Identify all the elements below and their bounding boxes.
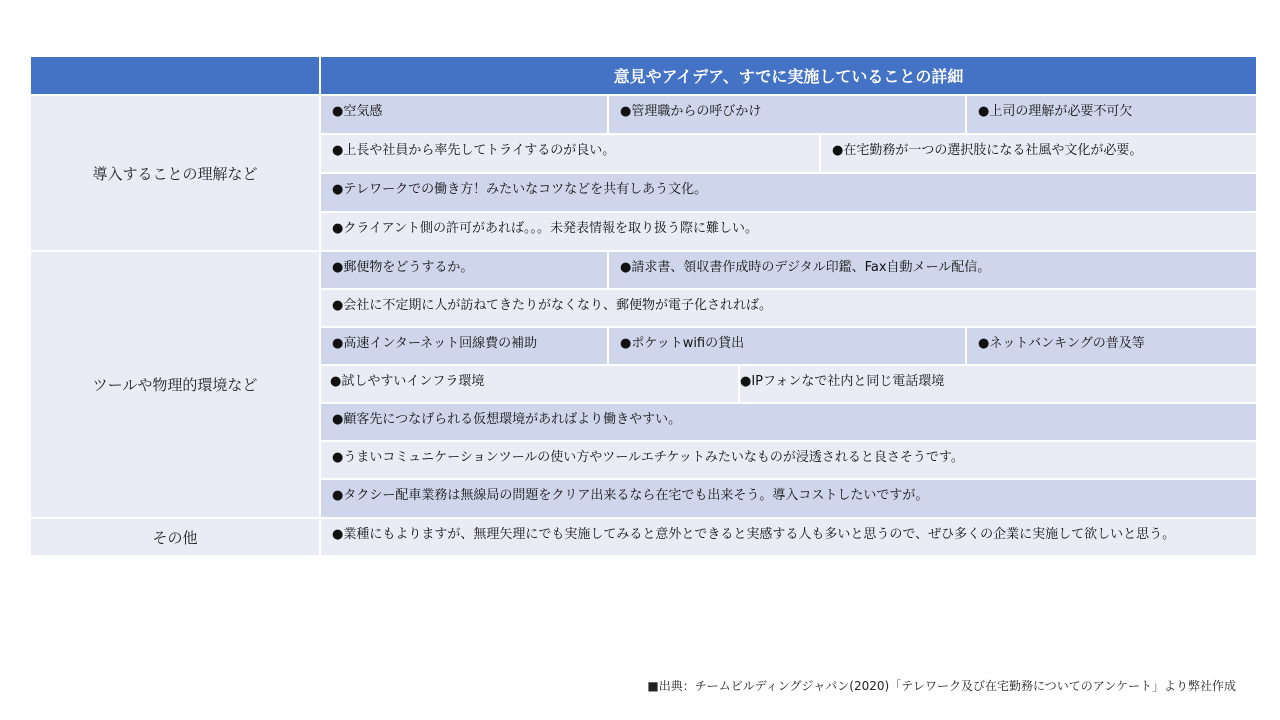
header-title: 意見やアイデア、すでに実施していることの詳細 (321, 57, 1256, 94)
table-row (321, 440, 1256, 478)
table-cell: ●上司の理解が必要不可欠 (965, 96, 1256, 133)
group-label: その他 (31, 519, 321, 555)
opinions-table (31, 57, 1256, 555)
table-cell: ●顧客先につなげられる仮想環境があればより働きやすい。 (332, 412, 682, 427)
table-cell: ●試しやすいインフラ環境 (330, 374, 485, 389)
table-cell: ●ネットバンキングの普及等 (965, 328, 1256, 364)
table-row (321, 364, 1256, 402)
table-cell: ●高速インターネット回線費の補助 (332, 336, 538, 351)
table-row (321, 172, 1256, 211)
table-cell: ●うまいコミュニケーションツールの使い方やツールエチケットみたいなものが浸透されると良さそうです。 (332, 450, 964, 465)
table-cell: ●会社に不定期に人が訪ねてきたりがなくなり、郵便物が電子化されれば。 (332, 298, 773, 313)
table-cell: ●テレワークでの働き方！みたいなコツなどを共有しあう文化。 (332, 182, 708, 197)
table-row (321, 96, 1256, 133)
table-cell: ●ポケットwifiの貸出 (607, 328, 965, 364)
table-row (321, 402, 1256, 440)
table-row (321, 133, 1256, 172)
table-row (321, 288, 1256, 326)
table-row (321, 519, 1256, 555)
group-understanding (31, 94, 1256, 250)
table-cell: ●空気感 (332, 104, 383, 119)
table-cell: ●クライアント側の許可があれば。。。未発表情報を取り扱う際に難しい。 (332, 221, 759, 236)
group-other (31, 517, 1256, 555)
table-cell: ●上長や社員から率先してトライするのが良い。 (332, 143, 616, 158)
table-row (321, 252, 1256, 288)
table-row (321, 478, 1256, 517)
table-cell: ●タクシー配車業務は無線局の問題をクリア出来るなら在宅でも出来そう。導入コストしたいですが。 (332, 488, 929, 503)
table-cell: ●請求書、領収書作成時のデジタル印鑑、Fax自動メール配信。 (607, 252, 1256, 288)
table-row (321, 211, 1256, 250)
table-cell: ●管理職からの呼びかけ (607, 96, 965, 133)
table-cell: ●郵便物をどうするか。 (332, 260, 474, 275)
source-note: ■出典：チームビルディングジャパン(2020)「テレワーク及び在宅勤務についてのアンケート」より弊社作成 (647, 679, 1236, 693)
table-row (321, 326, 1256, 364)
group-label: 導入することの理解など (31, 96, 321, 250)
group-label: ツールや物理的環境など (31, 252, 321, 517)
group-tools-environment (31, 250, 1256, 517)
table-header (31, 57, 1256, 94)
table-cell: ●業種にもよりますが、無理矢理にでも実施してみると意外とできると実感する人も多いと思うので、ぜひ多くの企業に実施して欲しいと思う。 (332, 527, 1176, 542)
table-cell: ●IPフォンなで社内と同じ電話環境 (738, 366, 1256, 402)
header-blank-cell (31, 57, 321, 94)
table-cell: ●在宅勤務が一つの選択肢になる社風や文化が必要。 (819, 135, 1256, 172)
